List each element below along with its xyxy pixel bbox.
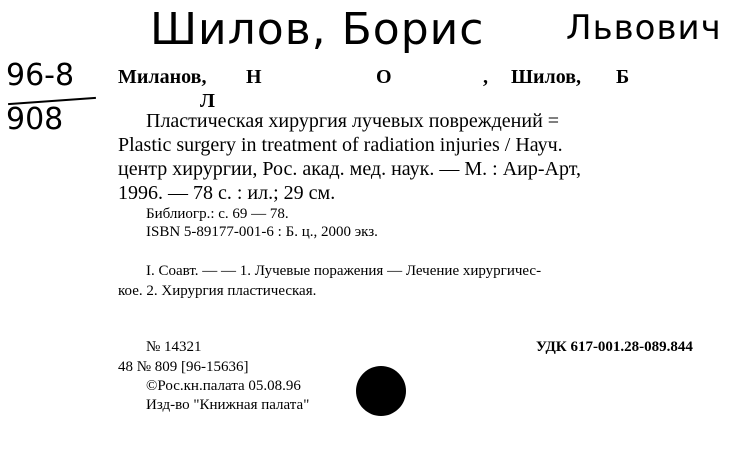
author-initial-4: Л: [200, 90, 215, 112]
handwritten-heading-surname: Шилов, Борис: [150, 4, 485, 55]
ink-blot: [356, 366, 406, 416]
author-initial-2: О: [376, 66, 392, 88]
title-line-4: 1996. — 78 с. : ил.; 29 см.: [118, 182, 336, 204]
title-line-2: Plastic surgery in treatment of radiation injuries / Науч.: [118, 134, 563, 156]
copyright-line: ©Рос.кн.палата 05.08.96: [146, 378, 301, 394]
author-surname-1: Миланов,: [118, 66, 207, 88]
isbn-line: ISBN 5-89177-001-6 : Б. ц., 2000 экз.: [146, 224, 378, 240]
author-initial-3: Б: [616, 66, 630, 88]
record-number: № 14321: [146, 339, 202, 355]
udk-code: УДК 617-001.28-089.844: [536, 339, 693, 355]
bibliography-note: Библиогр.: с. 69 — 78.: [146, 206, 289, 222]
author-separator: ,: [483, 66, 488, 88]
tracings-line-2: кое. 2. Хирургия пластическая.: [118, 283, 317, 299]
call-number-bottom: 908: [6, 102, 64, 137]
series-number: 48 № 809 [96-15636]: [118, 359, 249, 375]
title-line-3: центр хирургии, Рос. акад. мед. наук. — М. : Аир-Арт,: [118, 158, 581, 180]
handwritten-heading-patronymic: Львович: [566, 8, 722, 48]
title-line-1: Пластическая хирургия лучевых повреждений =: [146, 110, 560, 132]
call-number-top: 96-8: [6, 58, 75, 93]
publisher-line: Изд-во "Книжная палата": [146, 397, 310, 413]
tracings-line-1: I. Соавт. — — 1. Лучевые поражения — Лечение хирургичес-: [146, 263, 542, 279]
author-initial-1: Н: [246, 66, 262, 88]
author-surname-2: Шилов,: [511, 66, 582, 88]
